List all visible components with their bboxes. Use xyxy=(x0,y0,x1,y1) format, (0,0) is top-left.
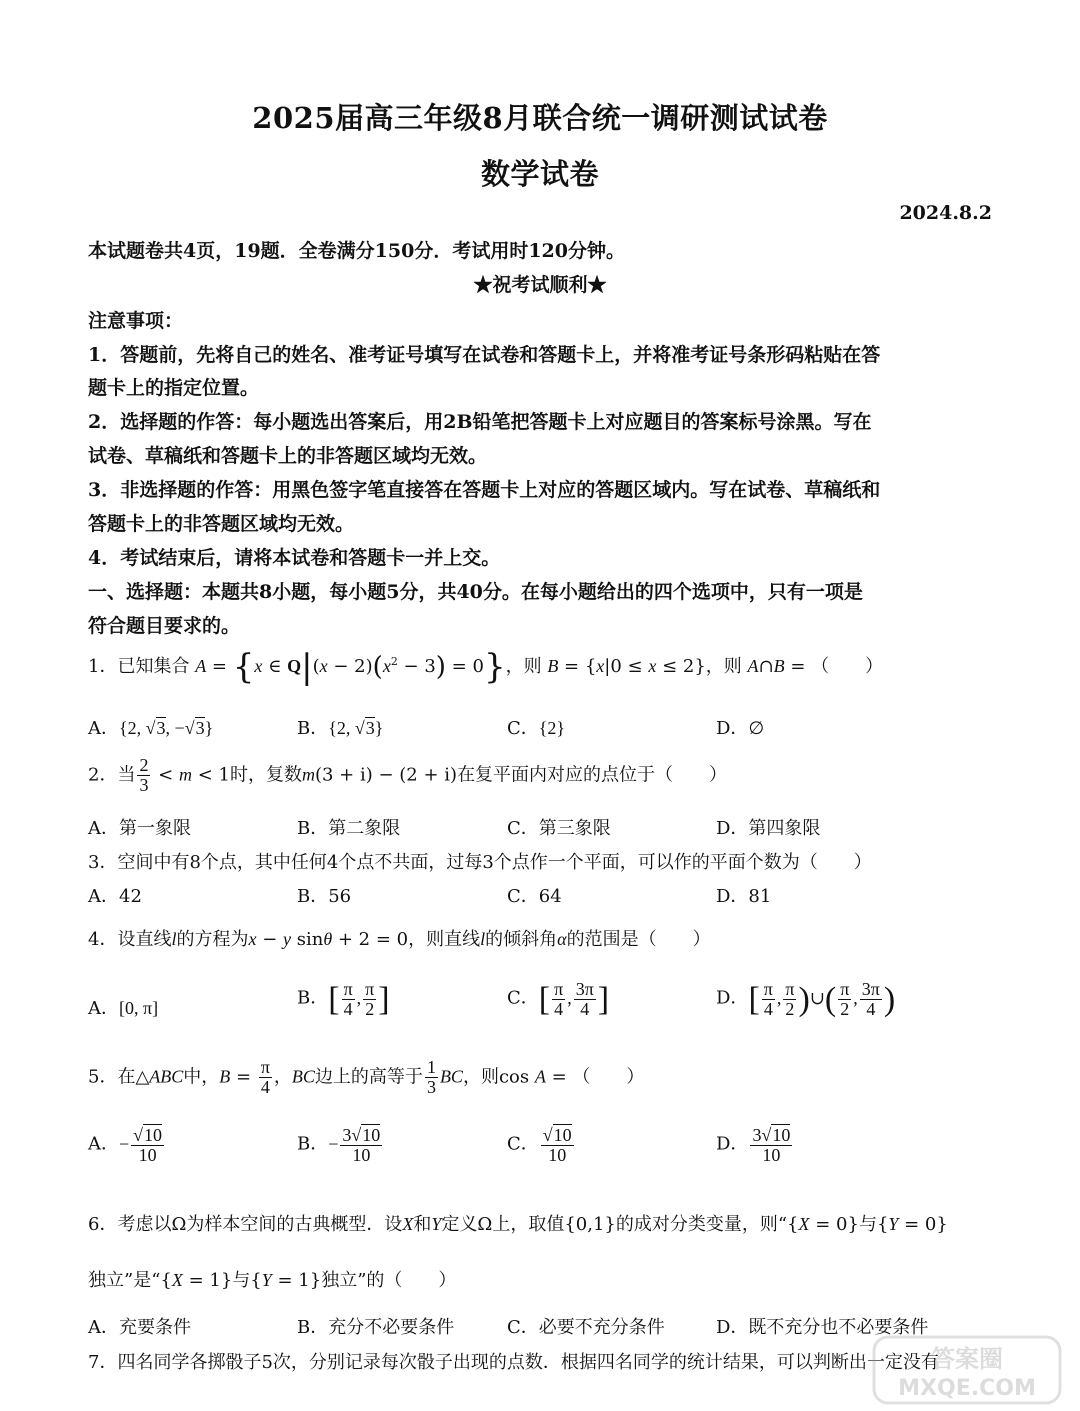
q3-option-a: A．42 xyxy=(88,886,142,907)
q2-mid: 时，复数 xyxy=(229,764,302,786)
q6-def: 定义Ω上，取值{0,1}的成对分类变量，则“ xyxy=(441,1214,788,1235)
question-6-cont: 独立”是“{X = 1}与{Y = 1}独立”的（ ） xyxy=(88,1270,457,1291)
q2-lead: 2．当 xyxy=(88,764,136,786)
question-4: 4．设直线l的方程为x − y sinθ + 2 = 0，则直线l的倾斜角α的范围是（ ） xyxy=(88,929,711,950)
q3-option-c: C．64 xyxy=(507,886,562,907)
q6-line2-lead: 独立”是“ xyxy=(88,1270,161,1291)
note-line: 2．选择题的作答：每小题选出答案后，用2B铅笔把答题卡上对应题目的答案标号涂黑。写在 xyxy=(88,411,872,433)
q6-line2-with: 与 xyxy=(232,1270,251,1291)
q4-option-a: A．[0, π] xyxy=(88,998,159,1019)
note-line: 4．考试结束后，请将本试卷和答题卡一并上交。 xyxy=(88,547,501,569)
watermark-logo xyxy=(872,1335,1062,1405)
section-heading: 一、选择题：本题共8小题，每小题5分，共40分。在每小题给出的四个选项中，只有一项是 xyxy=(88,581,863,603)
q1-option-b: B．{2, √3} xyxy=(297,718,384,739)
q5-option-d: D． $\frac{3√10}{10}$ xyxy=(716,1125,791,1165)
q6-option-d: D．既不充分也不必要条件 xyxy=(716,1317,929,1338)
q1-lead: 1．已知集合 xyxy=(88,656,190,677)
exam-info: 本试题卷共4页，19题．全卷满分150分．考试用时120分钟。 xyxy=(88,240,625,262)
q2-option-d: D．第四象限 xyxy=(716,818,821,839)
q4-tail2: 的倾斜角 xyxy=(485,929,558,950)
q6-line2-end: 独立”的（ ） xyxy=(321,1270,457,1291)
notice-title: 注意事项： xyxy=(88,310,184,332)
q2-option-b: B．第二象限 xyxy=(297,818,401,839)
q6-option-a: A．充要条件 xyxy=(88,1317,191,1338)
note-line: 3．非选择题的作答：用黑色签字笔直接答在答题卡上对应的答题区域内。写在试卷、草稿纸和 xyxy=(88,479,881,501)
section-heading-cont: 符合题目要求的。 xyxy=(88,615,241,637)
q4-option-b: B．[ $\frac{\pi}{4}$ , $\frac{\pi}{2}$ ] xyxy=(297,979,390,1019)
q5-mid: 中， xyxy=(183,1066,220,1088)
q2-option-c: C．第三象限 xyxy=(507,818,611,839)
q3-option-b: B．56 xyxy=(297,886,352,907)
exam-title: 2025届高三年级8月联合统一调研测试试卷 xyxy=(252,101,828,135)
q6-lead: 6．考虑以Ω为样本空间的古典概型．设 xyxy=(88,1214,403,1235)
q5-lead: 5．在△ xyxy=(88,1066,150,1088)
q5-option-a: A．− $\frac{√10}{10}$ xyxy=(88,1125,163,1165)
q5-tail: ，则 xyxy=(462,1066,499,1088)
q6-option-c: C．必要不充分条件 xyxy=(507,1317,665,1338)
q4-end: 的范围是（ ） xyxy=(566,929,711,950)
q1-comma: ，则 xyxy=(505,656,542,677)
good-luck-line: ★祝考试顺利★ xyxy=(473,274,607,296)
q5-mid2: 边上的高等于 xyxy=(314,1066,423,1088)
question-7: 7．四名同学各掷骰子5次，分别记录每次骰子出现的点数．根据四名同学的统计结果，可以判断出一定没有 xyxy=(88,1352,939,1373)
q4-mid: 的方程为 xyxy=(176,929,249,950)
question-3: 3．空间中有8个点，其中任何4个点不共面，过每3个点作一个平面，可以作的平面个数为（ ） xyxy=(88,852,872,873)
q1-option-d: D．∅ xyxy=(716,718,765,739)
q2-tail: 在复平面内对应的点位于（ ） xyxy=(457,764,728,786)
q5-option-b: B．− $\frac{3√10}{10}$ xyxy=(297,1125,381,1165)
q3-option-d: D．81 xyxy=(716,886,772,907)
exam-date: 2024.8.2 xyxy=(899,202,992,224)
q6-with: 与 xyxy=(858,1214,877,1235)
q1-option-a: A．{2, √3, −√3} xyxy=(88,718,214,739)
question-5: 5．在△ABC中，B = $\frac{\pi}{4}$ ，BC边上的高等于 $\frac{1}{3}$ BC，则cos A = （ ） xyxy=(88,1057,645,1097)
watermark-brand: 答案圈 xyxy=(931,1345,1003,1373)
q4-tail: ，则直线 xyxy=(408,929,481,950)
q2-option-a: A．第一象限 xyxy=(88,818,191,839)
q4-option-c: C．[ $\frac{\pi}{4}$ , $\frac{3\pi}{4}$ ] xyxy=(507,979,610,1019)
q5-end: （ ） xyxy=(572,1066,645,1088)
q4-option-d: D．[ $\frac{\pi}{4}$ , $\frac{\pi}{2}$ )∪( $\frac{\pi}{2}$ , $\frac{3\pi}{4}$ ) xyxy=(716,979,896,1019)
question-1: 1．已知集合 A = {x ∈ $Q|(x - 2)(x^2 - 3) = 0$}，则 B = {x|0 ≤ x ≤ 2}，则 A∩B = （ ） xyxy=(88,647,884,687)
note-line: 试卷、草稿纸和答题卡上的非答题区域均无效。 xyxy=(88,445,488,467)
question-6: 6．考虑以Ω为样本空间的古典概型．设X和Y定义Ω上，取值{0,1}的成对分类变量，则“{X = 0}与{Y = 0} xyxy=(88,1214,948,1235)
watermark-icon xyxy=(872,1335,1062,1405)
note-line: 答题卡上的非答题区域均无效。 xyxy=(88,513,355,535)
q5-option-c: C． $\frac{√10}{10}$ xyxy=(507,1125,572,1165)
note-line: 1．答题前，先将自己的姓名、准考证号填写在试卷和答题卡上，并将准考证号条形码粘贴在答 xyxy=(88,344,881,366)
q1-end: （ ） xyxy=(811,656,884,677)
watermark-text: MXQE.COM xyxy=(898,1376,1036,1401)
exam-subtitle: 数学试卷 xyxy=(480,157,599,191)
q6-and: 和 xyxy=(413,1214,432,1235)
note-line: 题卡上的指定位置。 xyxy=(88,377,260,399)
question-2: 2．当 $\frac{2}{3}$ < m < 1时，复数m(3 + i) − (2 + i)在复平面内对应的点位于（ ） xyxy=(88,755,728,795)
q4-lead: 4．设直线 xyxy=(88,929,172,950)
q1-option-c: C．{2} xyxy=(507,718,566,739)
q6-option-b: B．充分不必要条件 xyxy=(297,1317,455,1338)
